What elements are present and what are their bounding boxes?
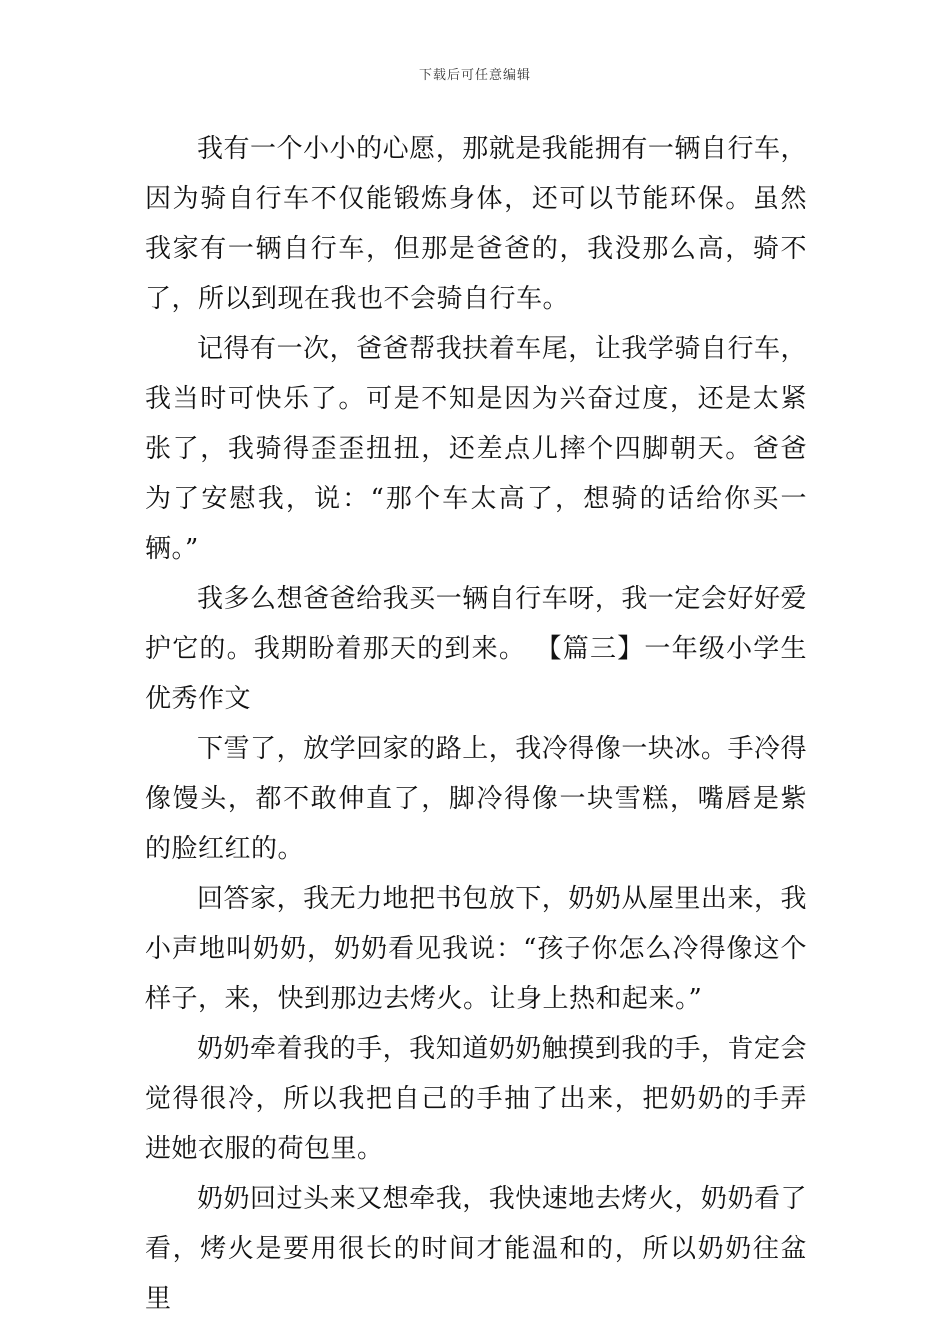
paragraph-3: 我多么想爸爸给我买一辆自行车呀，我一定会好好爱护它的。我期盼着那天的到来。 【篇三】一年级小学生优秀作文 <box>145 584 807 714</box>
paragraph-4: 下雪了，放学回家的路上，我冷得像一块冰。手冷得像馒头，都不敢伸直了，脚冷得像一块雪糕，嘴唇是紫的脸红红的。 <box>145 734 807 864</box>
paragraph-6: 奶奶牵着我的手，我知道奶奶触摸到我的手，肯定会觉得很冷，所以我把自己的手抽了出来，把奶奶的手弄进她衣服的荷包里。 <box>145 1034 807 1164</box>
paragraph-2: 记得有一次，爸爸帮我扶着车尾，让我学骑自行车，我当时可快乐了。可是不知是因为兴奋过度，还是太紧张了，我骑得歪歪扭扭，还差点儿摔个四脚朝天。爸爸为了安慰我，说：“那个车太高了，想骑的话给你买一辆。” <box>145 334 807 564</box>
paragraph-1: 我有一个小小的心愿，那就是我能拥有一辆自行车，因为骑自行车不仅能锻炼身体，还可以节能环保。虽然我家有一辆自行车，但那是爸爸的，我没那么高，骑不了，所以到现在我也不会骑自行车。 <box>145 134 807 314</box>
paragraph-5: 回答家，我无力地把书包放下，奶奶从屋里出来，我小声地叫奶奶，奶奶看见我说：“孩子你怎么冷得像这个样子，来，快到那边去烤火。让身上热和起来。” <box>145 884 807 1014</box>
paragraph-7: 奶奶回过头来又想牵我，我快速地去烤火，奶奶看了看，烤火是要用很长的时间才能温和的，所以奶奶往盆里 <box>145 1184 807 1314</box>
document-body <box>145 124 807 1324</box>
page-header: 下载后可任意编辑 <box>418 68 531 83</box>
